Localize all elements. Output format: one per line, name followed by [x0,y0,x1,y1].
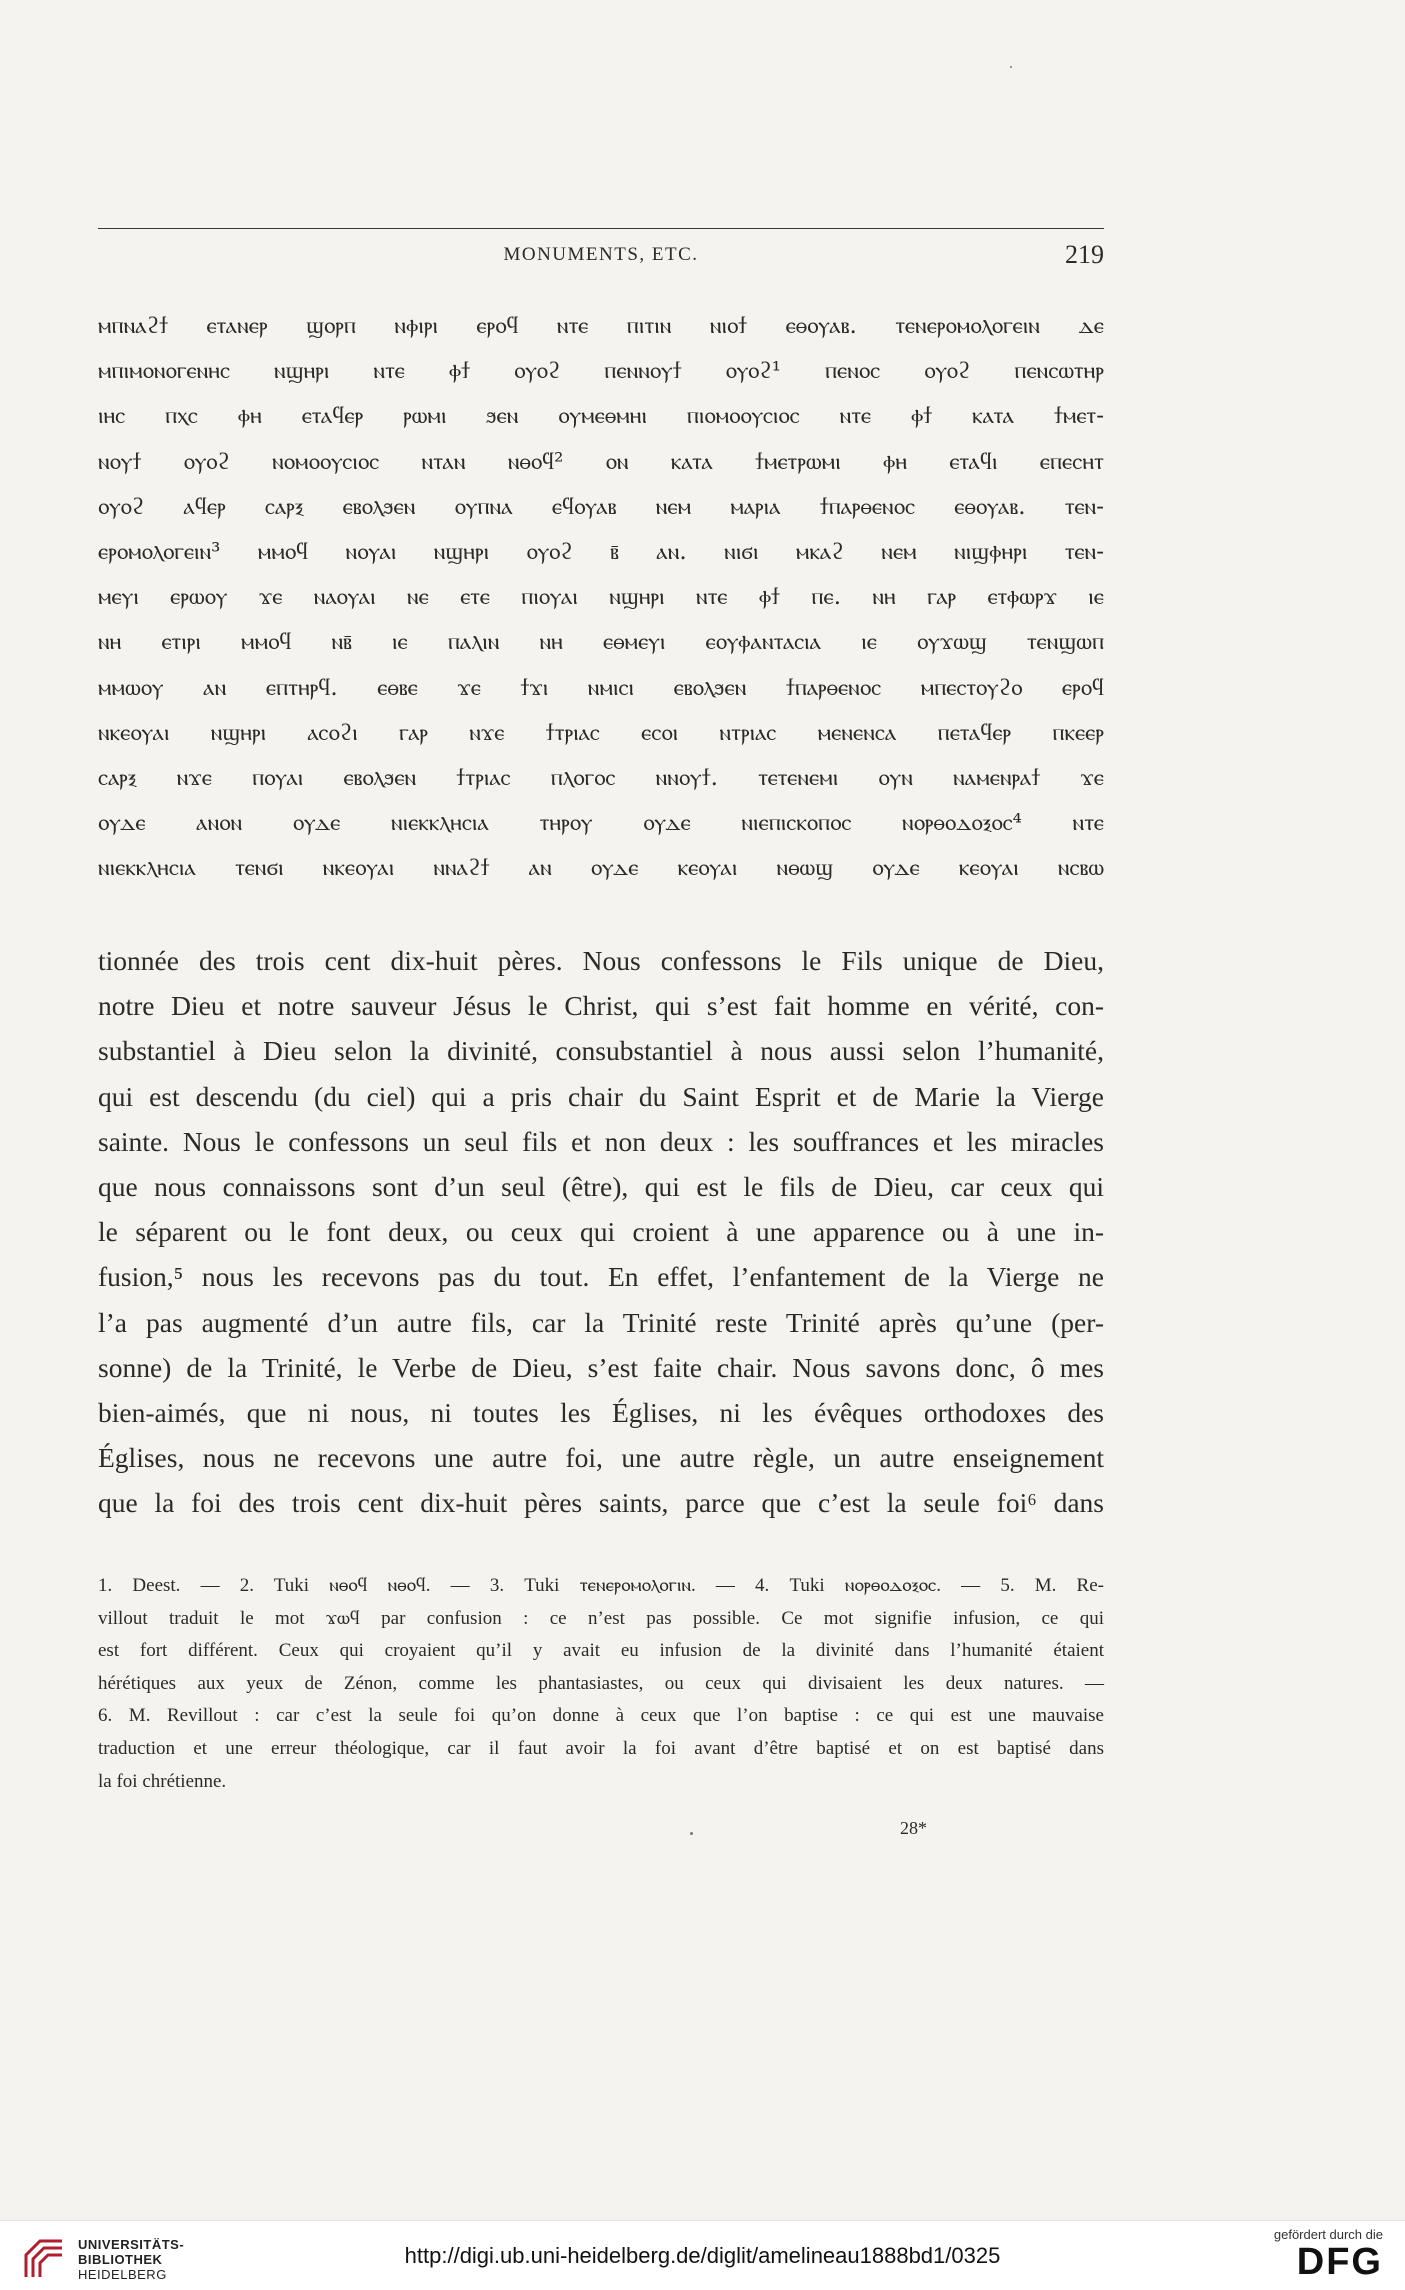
french-line: substantiel à Dieu selon la divinité, consubstantiel à nous aussi selon l’humanité, [98,1035,1104,1067]
dfg-funding-logo [1223,2227,1383,2282]
library-name-line3: HEIDELBERG [78,2267,167,2282]
coptic-line: ⲙⲡⲓⲙⲟⲛⲟⲅⲉⲛⲏⲥ ⲛϣⲏⲣⲓ ⲛⲧⲉ ⲫϯ ⲟⲩⲟϩ ⲡⲉⲛⲛⲟⲩϯ ⲟⲩⲟϩ¹ ⲡⲉⲛⲟⲥ ⲟⲩⲟϩ ⲡⲉⲛⲥⲱⲧⲏⲣ [98,358,1104,385]
coptic-line: ⲙⲙⲱⲟⲩ ⲁⲛ ⲉⲡⲧⲏⲣϥ. ⲉⲑⲃⲉ ϫⲉ ϯϫⲓ ⲛⲙⲓⲥⲓ ⲉⲃⲟⲗϧⲉⲛ ϯⲡⲁⲣⲑⲉⲛⲟⲥ ⲙⲡⲉⲥⲧⲟⲩϩⲟ ⲉⲣⲟϥ [98,674,1104,701]
running-head: MONUMENTS, ETC. [503,244,699,265]
digitization-footer [0,2220,1405,2290]
scan-speck [1010,66,1012,68]
footnote-line: est fort différent. Ceux qui croyaient qu’il y avait eu infusion de la divinité dans l’humanité étaient [98,1640,1104,1662]
french-line: notre Dieu et notre sauveur Jésus le Christ, qui s’est fait homme en vérité, con- [98,990,1104,1022]
coptic-line: ⲟⲩⲇⲉ ⲁⲛⲟⲛ ⲟⲩⲇⲉ ⲛⲓⲉⲕⲕⲗⲏⲥⲓⲁ ⲧⲏⲣⲟⲩ ⲟⲩⲇⲉ ⲛⲓⲉⲡⲓⲥⲕⲟⲡⲟⲥ ⲛⲟⲣⲑⲟⲇⲟⲝⲟⲥ⁴ ⲛⲧⲉ [98,810,1104,837]
french-line: l’a pas augmenté d’un autre fils, car la Trinité reste Trinité après qu’une (per- [98,1306,1104,1338]
french-line: bien-aimés, que ni nous, ni toutes les Églises, ni les évêques orthodoxes des [98,1396,1104,1428]
coptic-text-block [98,304,1104,891]
french-line: que nous connaissons sont d’un seul (être), qui est le fils de Dieu, car ceux qui [98,1170,1104,1202]
scan-dot [690,1832,693,1835]
coptic-line: ⲙⲉⲩⲓ ⲉⲣⲱⲟⲩ ϫⲉ ⲛⲁⲟⲩⲁⲓ ⲛⲉ ⲉⲧⲉ ⲡⲓⲟⲩⲁⲓ ⲛϣⲏⲣⲓ ⲛⲧⲉ ⲫϯ ⲡⲉ. ⲛⲏ ⲅⲁⲣ ⲉⲧⲫⲱⲣϫ ⲓⲉ [98,584,1104,611]
page-header [98,240,1104,276]
french-translation-block [98,938,1104,1525]
funding-label: gefördert durch die [1273,2227,1383,2242]
page-number: 219 [1065,240,1104,269]
footnote-line: la foi chrétienne. [98,1770,227,1792]
french-line: tionnée des trois cent dix-huit pères. Nous confessons le Fils unique de Dieu, [98,945,1104,976]
footnote-line: traduction et une erreur théologique, car il faut avoir la foi avant d’être baptisé et on est baptisé dans [98,1737,1104,1759]
dfg-logo-text: DFG [1296,2241,1383,2283]
footnotes-block [98,1570,1104,1798]
coptic-line: ⲛⲟⲩϯ ⲟⲩⲟϩ ⲛⲟⲙⲟⲟⲩⲥⲓⲟⲥ ⲛⲧⲁⲛ ⲛⲑⲟϥ² ⲟⲛ ⲕⲁⲧⲁ ϯⲙⲉⲧⲣⲱⲙⲓ ⲫⲏ ⲉⲧⲁϥⲓ ⲉⲡⲉⲥⲏⲧ [98,448,1104,475]
coptic-line: ⲛⲓⲉⲕⲕⲗⲏⲥⲓⲁ ⲧⲉⲛϭⲓ ⲛⲕⲉⲟⲩⲁⲓ ⲛⲛⲁϩϯ ⲁⲛ ⲟⲩⲇⲉ ⲕⲉⲟⲩⲁⲓ ⲛⲑⲱϣ ⲟⲩⲇⲉ ⲕⲉⲟⲩⲁⲓ ⲛⲥⲃⲱ [98,855,1104,882]
footnote-line: hérétiques aux yeux de Zénon, comme les phantasiastes, ou ceux qui divisaient les deux natures. — [98,1672,1104,1694]
library-name-line2: BIBLIOTHEK [78,2252,163,2267]
french-line: le séparent ou le font deux, ou ceux qui croient à une apparence ou à une in- [98,1216,1104,1248]
coptic-line: ⲉⲣⲟⲙⲟⲗⲟⲅⲉⲓⲛ³ ⲙⲙⲟϥ ⲛⲟⲩⲁⲓ ⲛϣⲏⲣⲓ ⲟⲩⲟϩ ⲃ̄ ⲁⲛ. ⲛⲓϭⲓ ⲙⲕⲁϩ ⲛⲉⲙ ⲛⲓϣⲫⲏⲣⲓ ⲧⲉⲛ- [98,538,1104,565]
footnote-line: 1. Deest. — 2. Tuki ⲛⲑⲟϥ ⲛⲑⲟϥ. — 3. Tuki ⲧⲉⲛⲉⲣⲟⲙⲟⲗⲟⲅⲓⲛ. — 4. Tuki ⲛⲟⲣⲑⲟⲇⲟⲝⲟⲥ. — 5. M. Re- [98,1575,1104,1596]
footnote-line: 6. M. Revillout : car c’est la seule foi qu’on donne à ceux que l’on baptise : ce qui est une mauvaise [98,1705,1104,1727]
footnote-line: villout traduit le mot ϫⲱϥ par confusion : ce n’est pas possible. Ce mot signifie infusion, ce qui [98,1607,1104,1629]
permalink-url[interactable]: http://digi.ub.uni-heidelberg.de/diglit/amelineau1888bd1/0325 [404,2243,1001,2268]
french-line: sonne) de la Trinité, le Verbe de Dieu, s’est faite chair. Nous savons donc, ô mes [98,1351,1104,1383]
coptic-line: ⲛⲕⲉⲟⲩⲁⲓ ⲛϣⲏⲣⲓ ⲁⲥⲟϩⲓ ⲅⲁⲣ ⲛϫⲉ ϯⲧⲣⲓⲁⲥ ⲉⲥⲟⲓ ⲛⲧⲣⲓⲁⲥ ⲙⲉⲛⲉⲛⲥⲁ ⲡⲉⲧⲁϥⲉⲣ ⲡⲕⲉⲉⲣ [98,719,1104,746]
library-name-line1: UNIVERSITÄTS- [78,2237,185,2252]
gathering-signature: 28* [900,1818,927,1838]
french-line: sainte. Nous le confessons un seul fils et non deux : les souffrances et les miracles [98,1125,1104,1157]
header-rule [98,228,1104,229]
french-line: qui est descendu (du ciel) qui a pris chair du Saint Esprit et de Marie la Vierge [98,1080,1104,1112]
coptic-line: ⲙⲡⲛⲁϩϯ ⲉⲧⲁⲛⲉⲣ ϣⲟⲣⲡ ⲛⲫⲓⲣⲓ ⲉⲣⲟϥ ⲛⲧⲉ ⲡⲓⲧⲓⲛ ⲛⲓⲟϯ ⲉⲑⲟⲩⲁⲃ. ⲧⲉⲛⲉⲣⲟⲙⲟⲗⲟⲅⲉⲓⲛ ⲇⲉ [98,313,1104,339]
coptic-line: ⲛⲏ ⲉⲧⲓⲣⲓ ⲙⲙⲟϥ ⲛⲃ̄ ⲓⲉ ⲡⲁⲗⲓⲛ ⲛⲏ ⲉⲑⲙⲉⲩⲓ ⲉⲟⲩⲫⲁⲛⲧⲁⲥⲓⲁ ⲓⲉ ⲟⲩϫⲱϣ ⲧⲉⲛϣⲱⲡ [98,629,1104,656]
french-line: Églises, nous ne recevons une autre foi, une autre règle, un autre enseignement [98,1442,1104,1474]
coptic-line: ⲓⲏⲥ ⲡⲭⲥ ⲫⲏ ⲉⲧⲁϥⲉⲣ ⲣⲱⲙⲓ ϧⲉⲛ ⲟⲩⲙⲉⲑⲙⲏⲓ ⲡⲓⲟⲙⲟⲟⲩⲥⲓⲟⲥ ⲛⲧⲉ ⲫϯ ⲕⲁⲧⲁ ϯⲙⲉⲧ- [98,403,1104,430]
french-line: que la foi des trois cent dix-huit pères saints, parce que c’est la seule foi⁶ dans [98,1487,1104,1519]
french-line: fusion,⁵ nous les recevons pas du tout. En effet, l’enfantement de la Vierge ne [98,1261,1104,1293]
coptic-line: ⲥⲁⲣⲝ ⲛϫⲉ ⲡⲟⲩⲁⲓ ⲉⲃⲟⲗϧⲉⲛ ϯⲧⲣⲓⲁⲥ ⲡⲗⲟⲅⲟⲥ ⲛⲛⲟⲩϯ. ⲧⲉⲧⲉⲛⲉⲙⲓ ⲟⲩⲛ ⲛⲁⲙⲉⲛⲣⲁϯ ϫⲉ [98,764,1104,791]
coptic-line: ⲟⲩⲟϩ ⲁϥⲉⲣ ⲥⲁⲣⲝ ⲉⲃⲟⲗϧⲉⲛ ⲟⲩⲡⲛⲁ ⲉϥⲟⲩⲁⲃ ⲛⲉⲙ ⲙⲁⲣⲓⲁ ϯⲡⲁⲣⲑⲉⲛⲟⲥ ⲉⲑⲟⲩⲁⲃ. ⲧⲉⲛ- [98,493,1104,520]
